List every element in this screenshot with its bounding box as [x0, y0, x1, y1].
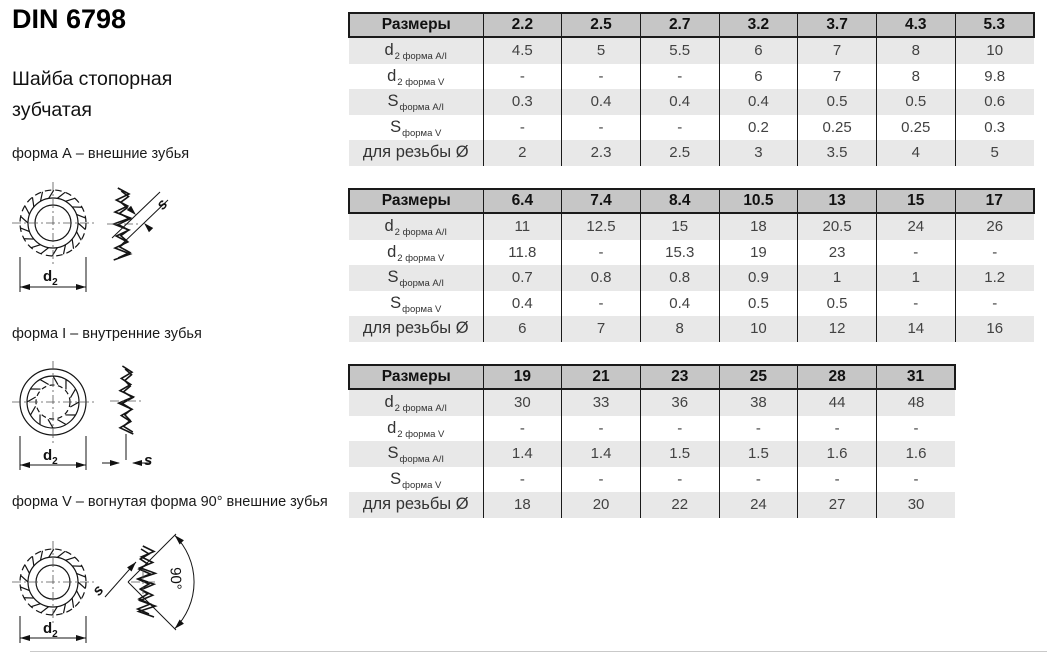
s-dimension-label: s: [89, 581, 108, 600]
value-cell: 30: [876, 492, 955, 518]
value-cell: 1: [876, 265, 955, 291]
value-cell: 8: [876, 64, 955, 90]
value-cell: 1.4: [562, 441, 641, 467]
d2-label-sub: 2: [52, 629, 58, 640]
d2-label-main: d: [43, 268, 53, 285]
row-label-cell: [349, 389, 483, 416]
value-cell: -: [483, 64, 562, 90]
value-cell: -: [562, 115, 641, 141]
value-cell: 3: [719, 140, 798, 166]
column-header-cell: 10.5: [719, 189, 798, 213]
value-cell: 0.4: [562, 89, 641, 115]
header-label-cell: Размеры: [349, 13, 483, 37]
dimensions-table-1: [348, 12, 1035, 166]
value-cell: 26: [955, 213, 1034, 240]
row-label-cell: [349, 115, 483, 141]
form-i-figure: [10, 352, 260, 474]
angle-90-label: 90°: [166, 566, 185, 591]
value-cell: 15: [640, 213, 719, 240]
table-row: [349, 89, 1034, 115]
value-cell: -: [640, 115, 719, 141]
value-cell: 38: [719, 389, 798, 416]
column-header-cell: 21: [562, 365, 641, 389]
value-cell: 0.6: [955, 89, 1034, 115]
value-cell: 27: [798, 492, 877, 518]
table-row: [349, 291, 1034, 317]
column-header-cell: 25: [719, 365, 798, 389]
value-cell: 9.8: [955, 64, 1034, 90]
row-label-cell: [349, 140, 483, 166]
d2-label-main: d: [43, 447, 53, 464]
header-label-cell: Размеры: [349, 365, 483, 389]
dimensions-table-2: [348, 188, 1035, 342]
form-a-figure: [10, 168, 260, 303]
table-header-row: [349, 13, 1034, 37]
value-cell: 5.5: [640, 37, 719, 64]
row-label-cell: [349, 64, 483, 90]
value-cell: -: [719, 416, 798, 442]
value-cell: 24: [876, 213, 955, 240]
value-cell: 0.5: [798, 291, 877, 317]
value-cell: -: [483, 416, 562, 442]
value-cell: 6: [719, 37, 798, 64]
table-row: [349, 265, 1034, 291]
value-cell: 0.8: [640, 265, 719, 291]
value-cell: 30: [483, 389, 562, 416]
value-cell: 7: [798, 37, 877, 64]
value-cell: 12: [798, 316, 877, 342]
row-label-sub: 2 форма A/I: [394, 51, 448, 63]
table-row: [349, 64, 1034, 90]
table-row: [349, 416, 955, 442]
row-label-main: для резьбы Ø: [362, 495, 469, 514]
row-label-sub: 2 форма A/I: [394, 403, 448, 415]
value-cell: 0.9: [719, 265, 798, 291]
table-row: [349, 316, 1034, 342]
value-cell: 0.5: [798, 89, 877, 115]
d2-label-sub: 2: [52, 277, 58, 288]
column-header-cell: 28: [798, 365, 877, 389]
row-label-main: для резьбы Ø: [362, 143, 469, 162]
value-cell: 0.5: [719, 291, 798, 317]
table-row: [349, 115, 1034, 141]
value-cell: 1.6: [798, 441, 877, 467]
value-cell: 20.5: [798, 213, 877, 240]
table-row: [349, 492, 955, 518]
table-header-row: [349, 189, 1034, 213]
value-cell: 7: [798, 64, 877, 90]
row-label-main: S: [387, 92, 399, 111]
page-bottom-rule: [30, 651, 1047, 652]
row-label-cell: [349, 416, 483, 442]
row-label-sub: форма V: [402, 479, 442, 491]
row-label-main: d: [384, 393, 394, 412]
row-label-cell: [349, 265, 483, 291]
value-cell: 24: [719, 492, 798, 518]
value-cell: -: [640, 467, 719, 493]
row-label-sub: 2 форма A/I: [394, 227, 448, 239]
value-cell: 0.25: [876, 115, 955, 141]
value-cell: -: [798, 416, 877, 442]
column-header-cell: 3.7: [798, 13, 877, 37]
row-label-sub: форма A/I: [399, 102, 444, 114]
table-row: [349, 389, 955, 416]
row-label-main: S: [387, 268, 399, 287]
value-cell: 18: [483, 492, 562, 518]
value-cell: 36: [640, 389, 719, 416]
d2-dimension-label: [43, 268, 58, 288]
value-cell: 23: [798, 240, 877, 266]
row-label-sub: форма V: [402, 127, 442, 139]
value-cell: 20: [562, 492, 641, 518]
s-dimension-label: s: [153, 195, 172, 214]
page-title: DIN 6798: [12, 4, 127, 34]
row-label-main: d: [384, 217, 394, 236]
value-cell: 0.8: [562, 265, 641, 291]
value-cell: 0.4: [640, 291, 719, 317]
value-cell: 0.4: [719, 89, 798, 115]
d2-label-sub: 2: [52, 456, 58, 467]
dimensions-table-3: [348, 364, 956, 518]
value-cell: 14: [876, 316, 955, 342]
row-label-main: d: [387, 418, 397, 437]
row-label-sub: 2 форма V: [397, 428, 445, 440]
value-cell: 1.2: [955, 265, 1034, 291]
row-label-cell: [349, 492, 483, 518]
row-label-cell: [349, 213, 483, 240]
value-cell: 5: [955, 140, 1034, 166]
value-cell: 1.6: [876, 441, 955, 467]
row-label-cell: [349, 467, 483, 493]
form-v-figure: [10, 522, 270, 657]
value-cell: 3.5: [798, 140, 877, 166]
value-cell: -: [876, 291, 955, 317]
column-header-cell: 5.3: [955, 13, 1034, 37]
row-label-cell: [349, 37, 483, 64]
value-cell: 33: [562, 389, 641, 416]
row-label-sub: 2 форма V: [397, 76, 445, 88]
row-label-main: S: [390, 293, 402, 312]
value-cell: 0.4: [640, 89, 719, 115]
column-header-cell: 2.2: [483, 13, 562, 37]
table-row: [349, 140, 1034, 166]
value-cell: 2.3: [562, 140, 641, 166]
page-subtitle: Шайба стопорная зубчатая: [12, 68, 173, 121]
row-label-cell: [349, 291, 483, 317]
s-dimension-label: s: [144, 452, 153, 469]
value-cell: 0.3: [483, 89, 562, 115]
row-label-main: d: [384, 41, 394, 60]
value-cell: -: [483, 467, 562, 493]
value-cell: 7: [562, 316, 641, 342]
row-label-main: d: [387, 66, 397, 85]
value-cell: -: [719, 467, 798, 493]
value-cell: 10: [719, 316, 798, 342]
value-cell: 1.4: [483, 441, 562, 467]
header-label-cell: Размеры: [349, 189, 483, 213]
column-header-cell: 6.4: [483, 189, 562, 213]
value-cell: 10: [955, 37, 1034, 64]
column-header-cell: 19: [483, 365, 562, 389]
value-cell: -: [876, 240, 955, 266]
column-header-cell: 2.7: [640, 13, 719, 37]
value-cell: -: [562, 467, 641, 493]
d2-dimension-label: [43, 620, 58, 640]
value-cell: -: [876, 467, 955, 493]
row-label-cell: [349, 441, 483, 467]
d2-label-main: d: [43, 620, 53, 637]
column-header-cell: 2.5: [562, 13, 641, 37]
value-cell: 0.7: [483, 265, 562, 291]
value-cell: 0.2: [719, 115, 798, 141]
row-label-sub: форма A/I: [399, 278, 444, 290]
column-header-cell: 4.3: [876, 13, 955, 37]
value-cell: 1.5: [719, 441, 798, 467]
value-cell: 2: [483, 140, 562, 166]
value-cell: 4: [876, 140, 955, 166]
value-cell: -: [483, 115, 562, 141]
form-v-caption: форма V – вогнутая форма 90° внешние зубья: [12, 494, 328, 510]
value-cell: 1: [798, 265, 877, 291]
d2-dimension-label: [43, 447, 58, 467]
table-row: [349, 213, 1034, 240]
row-label-main: S: [387, 444, 399, 463]
value-cell: -: [562, 416, 641, 442]
column-header-cell: 31: [876, 365, 955, 389]
value-cell: 0.4: [483, 291, 562, 317]
value-cell: -: [562, 64, 641, 90]
value-cell: -: [798, 467, 877, 493]
column-header-cell: 8.4: [640, 189, 719, 213]
value-cell: 0.3: [955, 115, 1034, 141]
row-label-main: d: [387, 242, 397, 261]
value-cell: -: [562, 291, 641, 317]
form-a-caption: форма А – внешние зубья: [12, 146, 190, 162]
row-label-cell: [349, 316, 483, 342]
value-cell: 16: [955, 316, 1034, 342]
table-row: [349, 240, 1034, 266]
value-cell: 8: [640, 316, 719, 342]
table-row: [349, 37, 1034, 64]
value-cell: 8: [876, 37, 955, 64]
value-cell: 6: [483, 316, 562, 342]
form-i-caption: форма I – внутренние зубья: [12, 326, 202, 342]
value-cell: -: [955, 291, 1034, 317]
column-header-cell: 17: [955, 189, 1034, 213]
row-label-main: для резьбы Ø: [362, 319, 469, 338]
column-header-cell: 13: [798, 189, 877, 213]
column-header-cell: 3.2: [719, 13, 798, 37]
row-label-sub: форма V: [402, 303, 442, 315]
value-cell: 1.5: [640, 441, 719, 467]
value-cell: -: [640, 64, 719, 90]
value-cell: 48: [876, 389, 955, 416]
row-label-main: S: [390, 117, 402, 136]
row-label-main: S: [390, 469, 402, 488]
value-cell: 0.25: [798, 115, 877, 141]
column-header-cell: 15: [876, 189, 955, 213]
column-header-cell: 7.4: [562, 189, 641, 213]
value-cell: -: [640, 416, 719, 442]
value-cell: 15.3: [640, 240, 719, 266]
value-cell: 18: [719, 213, 798, 240]
row-label-sub: форма A/I: [399, 454, 444, 466]
value-cell: -: [955, 240, 1034, 266]
value-cell: 11: [483, 213, 562, 240]
table-header-row: [349, 365, 955, 389]
value-cell: 19: [719, 240, 798, 266]
column-header-cell: 23: [640, 365, 719, 389]
value-cell: 0.5: [876, 89, 955, 115]
row-label-cell: [349, 240, 483, 266]
value-cell: 6: [719, 64, 798, 90]
table-row: [349, 467, 955, 493]
value-cell: 12.5: [562, 213, 641, 240]
value-cell: 22: [640, 492, 719, 518]
value-cell: 5: [562, 37, 641, 64]
value-cell: 44: [798, 389, 877, 416]
row-label-cell: [349, 89, 483, 115]
value-cell: 2.5: [640, 140, 719, 166]
value-cell: -: [876, 416, 955, 442]
value-cell: -: [562, 240, 641, 266]
table-row: [349, 441, 955, 467]
row-label-sub: 2 форма V: [397, 252, 445, 264]
value-cell: 4.5: [483, 37, 562, 64]
value-cell: 11.8: [483, 240, 562, 266]
